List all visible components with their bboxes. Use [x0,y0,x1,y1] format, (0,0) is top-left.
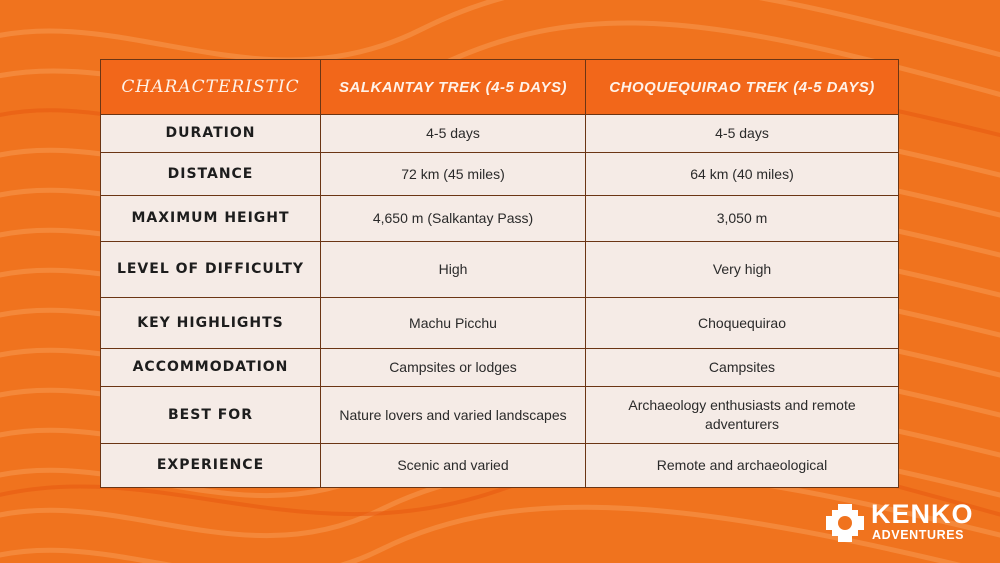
choquequirao-cell: 4-5 days [586,115,899,153]
chakana-cross-icon [824,502,866,544]
header-characteristic: CHARACTERISTIC [101,60,321,115]
row-label: EXPERIENCE [101,444,321,488]
table-row [101,153,899,196]
header-salkantay: SALKANTAY TREK (4-5 DAYS) [321,60,586,115]
salkantay-cell: Campsites or lodges [321,349,586,387]
header-choquequirao: CHOQUEQUIRAO TREK (4-5 DAYS) [586,60,899,115]
salkantay-cell: Scenic and varied [321,444,586,488]
row-label: LEVEL OF DIFFICULTY [101,242,321,298]
table-row [101,298,899,349]
row-label: BEST FOR [101,387,321,444]
logo-tagline: ADVENTURES [872,528,965,542]
logo-name: KENKO [871,499,974,529]
choquequirao-cell: Campsites [586,349,899,387]
kenko-logo [824,500,984,546]
salkantay-cell: High [321,242,586,298]
table-row [101,444,899,488]
choquequirao-cell: Remote and archaeological [586,444,899,488]
choquequirao-cell: Very high [586,242,899,298]
table-row [101,242,899,298]
choquequirao-cell: Archaeology enthusiasts and remote adventurers [586,387,899,444]
table-header-row [101,60,899,115]
comparison-table-container [100,59,898,486]
row-label: MAXIMUM HEIGHT [101,196,321,242]
salkantay-cell: 72 km (45 miles) [321,153,586,196]
table-row [101,196,899,242]
table-row [101,349,899,387]
salkantay-cell: Machu Picchu [321,298,586,349]
choquequirao-cell: 3,050 m [586,196,899,242]
row-label: DISTANCE [101,153,321,196]
salkantay-cell: 4,650 m (Salkantay Pass) [321,196,586,242]
choquequirao-cell: 64 km (40 miles) [586,153,899,196]
comparison-table [100,59,899,488]
salkantay-cell: Nature lovers and varied landscapes [321,387,586,444]
salkantay-cell: 4-5 days [321,115,586,153]
table-row [101,387,899,444]
table-row [101,115,899,153]
row-label: DURATION [101,115,321,153]
choquequirao-cell: Choquequirao [586,298,899,349]
row-label: ACCOMMODATION [101,349,321,387]
row-label: KEY HIGHLIGHTS [101,298,321,349]
